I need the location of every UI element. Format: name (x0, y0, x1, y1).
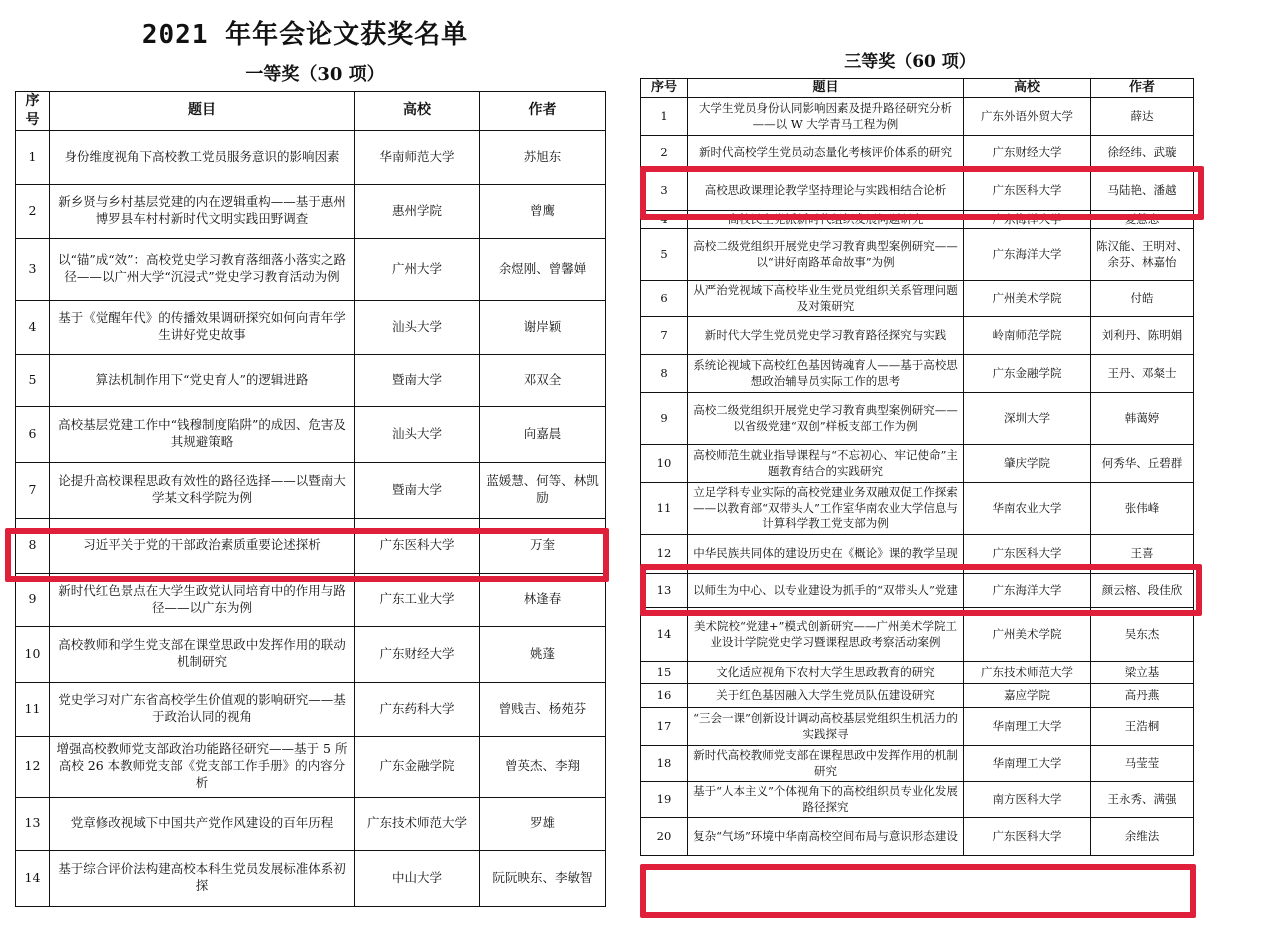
row-school: 广东海洋大学 (964, 574, 1091, 608)
row-school: 嘉应学院 (964, 684, 1091, 708)
row-title: 系统论视域下高校红色基因铸魂育人——基于高校思想政治辅导员实际工作的思考 (688, 355, 964, 393)
row-school: 广州美术学院 (964, 281, 1091, 317)
row-author: 吴东杰 (1091, 608, 1194, 662)
row-index: 15 (641, 662, 688, 684)
table-row (641, 393, 1194, 445)
row-title: 高校二级党组织开展党史学习教育典型案例研究——以“讲好南路革命故事”为例 (688, 229, 964, 281)
table-row (16, 130, 606, 184)
row-author: 谢岸颖 (480, 300, 606, 354)
row-author: 何秀华、丘碧群 (1091, 445, 1194, 483)
row-school: 暨南大学 (355, 354, 480, 406)
row-title: “三会一课”创新设计调动高校基层党组织生机活力的实践探寻 (688, 708, 964, 746)
row-school: 华南师范大学 (355, 130, 480, 184)
row-school: 华南理工大学 (964, 708, 1091, 746)
row-index: 2 (16, 184, 50, 238)
row-index: 3 (641, 171, 688, 211)
row-school: 广州大学 (355, 238, 480, 300)
row-index: 20 (641, 818, 688, 856)
table-row (16, 797, 606, 850)
col-header-school: 高校 (964, 79, 1091, 98)
table-row (16, 850, 606, 906)
row-author: 刘利丹、陈明娟 (1091, 317, 1194, 355)
row-title: 增强高校教师党支部政治功能路径研究——基于 5 所高校 26 本教师党支部《党支部工作手册》的内容分析 (50, 736, 355, 797)
row-title: 中华民族共同体的建设历史在《概论》课的教学呈现 (688, 535, 964, 574)
row-author: 薛达 (1091, 98, 1194, 136)
row-title: 复杂“气场”环境中华南高校空间布局与意识形态建设 (688, 818, 964, 856)
row-author: 曾鹰 (480, 184, 606, 238)
row-school: 广东工业大学 (355, 573, 480, 626)
row-index: 14 (641, 608, 688, 662)
row-school: 广东财经大学 (355, 626, 480, 682)
row-title: 基于“人本主义”个体视角下的高校组织员专业化发展路径探究 (688, 782, 964, 818)
col-header-index: 序号 (16, 92, 50, 131)
row-author: 夏慧忠 (1091, 211, 1194, 229)
row-author: 苏旭东 (480, 130, 606, 184)
table-row (641, 98, 1194, 136)
row-school: 汕头大学 (355, 300, 480, 354)
row-author: 韩蔼婷 (1091, 393, 1194, 445)
row-title: 大学生党员身份认同影响因素及提升路径研究分析——以 W 大学青马工程为例 (688, 98, 964, 136)
table-row (641, 608, 1194, 662)
row-author: 王永秀、满强 (1091, 782, 1194, 818)
table-row (16, 354, 606, 406)
row-index: 2 (641, 136, 688, 171)
col-header-author: 作者 (480, 92, 606, 131)
row-index: 19 (641, 782, 688, 818)
row-index: 13 (641, 574, 688, 608)
row-index: 14 (16, 850, 50, 906)
row-index: 4 (641, 211, 688, 229)
row-author: 邓双全 (480, 354, 606, 406)
table-row (641, 445, 1194, 483)
table-row (16, 462, 606, 518)
row-author: 林逢春 (480, 573, 606, 626)
table-row (641, 662, 1194, 684)
table-row (641, 136, 1194, 171)
row-author: 马陆艳、潘越 (1091, 171, 1194, 211)
row-index: 1 (641, 98, 688, 136)
row-title: 新时代红色景点在大学生政党认同培育中的作用与路径——以广东为例 (50, 573, 355, 626)
row-author: 余维法 (1091, 818, 1194, 856)
row-school: 深圳大学 (964, 393, 1091, 445)
row-title: 以“锚”成“效”：高校党史学习教育落细落小落实之路径——以广州大学“沉浸式”党史学习教育活动为例 (50, 238, 355, 300)
row-author: 曾贱吉、杨苑芬 (480, 682, 606, 736)
row-index: 17 (641, 708, 688, 746)
table-row (641, 317, 1194, 355)
row-title: 算法机制作用下“党史育人”的逻辑进路 (50, 354, 355, 406)
row-title: 立足学科专业实际的高校党建业务双融双促工作探索——以教育部“双带头人”工作室华南农业大学信息与计算科学教工党支部为例 (688, 483, 964, 535)
table-row (16, 626, 606, 682)
col-header-index: 序号 (641, 79, 688, 98)
row-author: 梁立基 (1091, 662, 1194, 684)
row-school: 惠州学院 (355, 184, 480, 238)
highlight-box (640, 864, 1196, 918)
row-title: 从严治党视域下高校毕业生党员党组织关系管理问题及对策研究 (688, 281, 964, 317)
table-row (641, 746, 1194, 782)
row-title: 党章修改视域下中国共产党作风建设的百年历程 (50, 797, 355, 850)
row-author: 高丹燕 (1091, 684, 1194, 708)
row-author: 姚蓬 (480, 626, 606, 682)
row-index: 18 (641, 746, 688, 782)
row-index: 7 (641, 317, 688, 355)
table-row (641, 535, 1194, 574)
row-index: 5 (641, 229, 688, 281)
row-author: 王喜 (1091, 535, 1194, 574)
row-title: 高校思政课理论教学坚持理论与实践相结合论析 (688, 171, 964, 211)
row-school: 中山大学 (355, 850, 480, 906)
row-school: 南方医科大学 (964, 782, 1091, 818)
row-title: 高校教师和学生党支部在课堂思政中发挥作用的联动机制研究 (50, 626, 355, 682)
row-title: 新乡贤与乡村基层党建的内在逻辑重构——基于惠州博罗县车村村新时代文明实践田野调查 (50, 184, 355, 238)
table-row (641, 684, 1194, 708)
row-index: 7 (16, 462, 50, 518)
row-index: 6 (641, 281, 688, 317)
row-school: 广东医科大学 (964, 818, 1091, 856)
row-title: 高校二级党组织开展党史学习教育典型案例研究——以省级党建“双创”样板支部工作为例 (688, 393, 964, 445)
table-row (16, 184, 606, 238)
row-school: 广东金融学院 (355, 736, 480, 797)
table-row (641, 782, 1194, 818)
row-index: 8 (16, 518, 50, 573)
row-title: 基于《觉醒年代》的传播效果调研探究如何向青年学生讲好党史故事 (50, 300, 355, 354)
row-author: 向嘉晨 (480, 406, 606, 462)
row-author: 张伟峰 (1091, 483, 1194, 535)
row-index: 3 (16, 238, 50, 300)
row-author: 万奎 (480, 518, 606, 573)
row-title: 身份维度视角下高校教工党员服务意识的影响因素 (50, 130, 355, 184)
third-prize-heading: 三等奖（60 项） (844, 52, 976, 72)
row-index: 6 (16, 406, 50, 462)
row-index: 11 (16, 682, 50, 736)
table-row (641, 818, 1194, 856)
row-index: 4 (16, 300, 50, 354)
col-header-school: 高校 (355, 92, 480, 131)
row-index: 1 (16, 130, 50, 184)
table-row (16, 238, 606, 300)
row-author: 曾英杰、李翔 (480, 736, 606, 797)
row-school: 暨南大学 (355, 462, 480, 518)
row-index: 5 (16, 354, 50, 406)
row-school: 广东医科大学 (964, 535, 1091, 574)
table-row (641, 211, 1194, 229)
row-index: 12 (641, 535, 688, 574)
row-author: 王浩桐 (1091, 708, 1194, 746)
row-author: 颜云榕、段佳欣 (1091, 574, 1194, 608)
row-author: 阮阮映东、李敏智 (480, 850, 606, 906)
row-index: 8 (641, 355, 688, 393)
row-title: 高校基层党建工作中“钱穆制度陷阱”的成因、危害及其规避策略 (50, 406, 355, 462)
row-index: 9 (641, 393, 688, 445)
table-row (16, 573, 606, 626)
row-index: 10 (16, 626, 50, 682)
row-title: 习近平关于党的干部政治素质重要论述探析 (50, 518, 355, 573)
table-row (16, 518, 606, 573)
table-header-row (16, 92, 606, 131)
row-author: 马莹莹 (1091, 746, 1194, 782)
row-index: 16 (641, 684, 688, 708)
row-school: 华南理工大学 (964, 746, 1091, 782)
row-title: 高校民主党派新时代组织发展问题研究 (688, 211, 964, 229)
first-prize-table (15, 91, 606, 907)
row-title: 基于综合评价法构建高校本科生党员发展标准体系初探 (50, 850, 355, 906)
table-row (16, 682, 606, 736)
row-school: 广东技术师范大学 (964, 662, 1091, 684)
row-school: 广东海洋大学 (964, 211, 1091, 229)
table-row (16, 406, 606, 462)
row-title: 新时代高校学生党员动态量化考核评价体系的研究 (688, 136, 964, 171)
row-author: 付皓 (1091, 281, 1194, 317)
row-author: 徐经纬、武璇 (1091, 136, 1194, 171)
row-title: 新时代大学生党员党史学习教育路径探究与实践 (688, 317, 964, 355)
row-school: 岭南师范学院 (964, 317, 1091, 355)
table-row (641, 281, 1194, 317)
row-title: 关于红色基因融入大学生党员队伍建设研究 (688, 684, 964, 708)
row-school: 肇庆学院 (964, 445, 1091, 483)
page-title: 2021 年年会论文获奖名单 (141, 20, 469, 50)
row-school: 广州美术学院 (964, 608, 1091, 662)
row-index: 11 (641, 483, 688, 535)
row-school: 广东金融学院 (964, 355, 1091, 393)
row-index: 13 (16, 797, 50, 850)
table-row (641, 171, 1194, 211)
row-index: 12 (16, 736, 50, 797)
third-prize-table (640, 78, 1194, 856)
row-school: 汕头大学 (355, 406, 480, 462)
col-header-title: 题目 (50, 92, 355, 131)
row-author: 王丹、邓粲士 (1091, 355, 1194, 393)
row-school: 广东技术师范大学 (355, 797, 480, 850)
row-author: 余煜刚、曾馨婵 (480, 238, 606, 300)
row-title: 新时代高校教师党支部在课程思政中发挥作用的机制研究 (688, 746, 964, 782)
first-prize-heading: 一等奖（30 项） (245, 64, 385, 85)
row-school: 华南农业大学 (964, 483, 1091, 535)
col-header-author: 作者 (1091, 79, 1194, 98)
row-title: 高校师范生就业指导课程与“不忘初心、牢记使命”主题教育结合的实践研究 (688, 445, 964, 483)
row-school: 广东海洋大学 (964, 229, 1091, 281)
table-row (641, 708, 1194, 746)
table-row (641, 229, 1194, 281)
row-school: 广东药科大学 (355, 682, 480, 736)
row-school: 广东医科大学 (355, 518, 480, 573)
row-author: 蓝媛慧、何等、林凯励 (480, 462, 606, 518)
table-row (641, 483, 1194, 535)
row-index: 10 (641, 445, 688, 483)
row-title: 论提升高校课程思政有效性的路径选择——以暨南大学某文科学院为例 (50, 462, 355, 518)
table-row (641, 574, 1194, 608)
row-index: 9 (16, 573, 50, 626)
row-school: 广东财经大学 (964, 136, 1091, 171)
row-school: 广东医科大学 (964, 171, 1091, 211)
row-title: 以师生为中心、以专业建设为抓手的“双带头人”党建 (688, 574, 964, 608)
table-row (16, 300, 606, 354)
table-row (16, 736, 606, 797)
row-author: 陈汉能、王明对、余芬、林嘉怡 (1091, 229, 1194, 281)
row-title: 美术院校“党建+”模式创新研究——广州美术学院工业设计学院党史学习暨课程思政考察活动案例 (688, 608, 964, 662)
row-author: 罗雄 (480, 797, 606, 850)
table-row (641, 355, 1194, 393)
table-header-row (641, 79, 1194, 98)
row-title: 党史学习对广东省高校学生价值观的影响研究——基于政治认同的视角 (50, 682, 355, 736)
col-header-title: 题目 (688, 79, 964, 98)
row-school: 广东外语外贸大学 (964, 98, 1091, 136)
row-title: 文化适应视角下农村大学生思政教育的研究 (688, 662, 964, 684)
